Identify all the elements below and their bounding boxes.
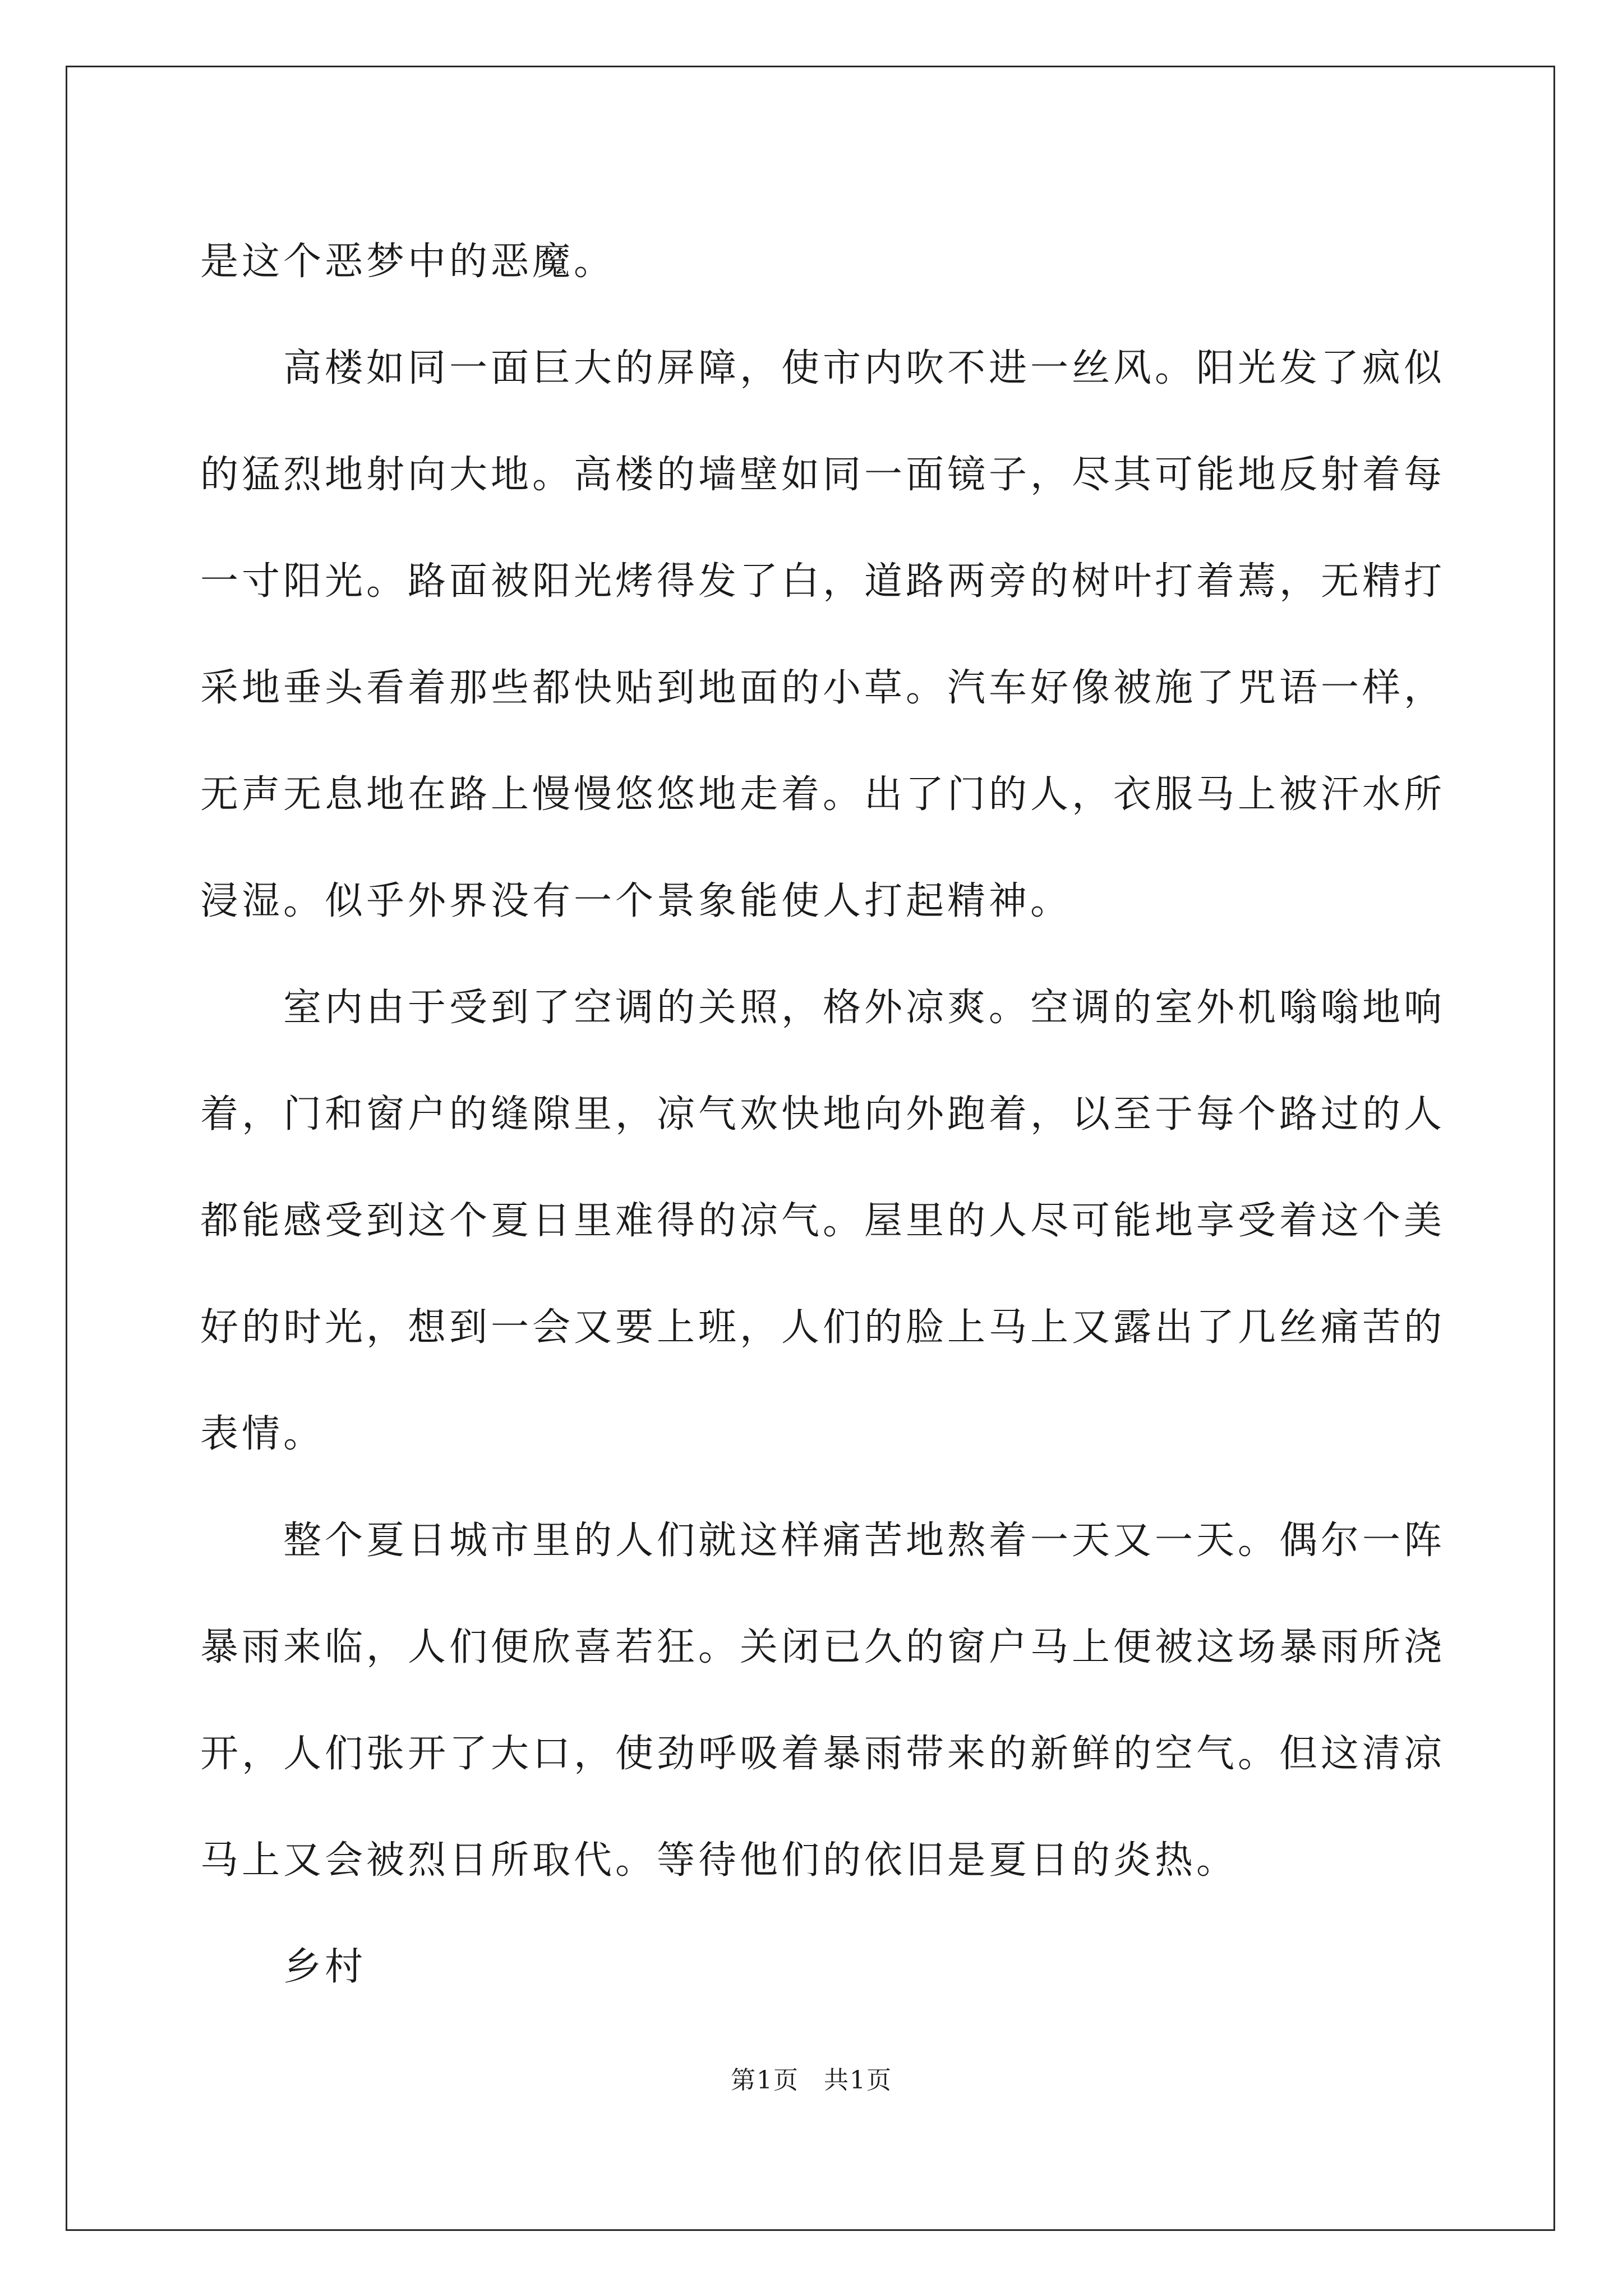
page-total: 共1页 [824,2066,892,2095]
text-line-8: 室内由于受到了空调的关照，格外凉爽。空调的室外机嗡嗡地响 [283,986,1446,1030]
text-line-17: 乡村 [283,1945,367,1989]
text-line-16: 马上又会被烈日所取代。等待他们的依旧是夏日的炎热。 [200,1838,1238,1883]
text-line-2: 高楼如同一面巨大的屏障，使市内吹不进一丝风。阳光发了疯似 [283,346,1446,390]
text-line-14: 暴雨来临，人们便欣喜若狂。关闭已久的窗户马上便被这场暴雨所浇 [200,1625,1446,1669]
text-line-9: 着，门和窗户的缝隙里，凉气欢快地向外跑着，以至于每个路过的人 [200,1092,1446,1137]
page-number: 第1页 [731,2066,799,2095]
text-line-3: 的猛烈地射向大地。高楼的墙壁如同一面镜子，尽其可能地反射着每 [200,453,1446,497]
text-line-1: 是这个恶梦中的恶魔。 [200,240,616,284]
page-footer [0,2060,1623,2096]
text-line-10: 都能感受到这个夏日里难得的凉气。屋里的人尽可能地享受着这个美 [200,1199,1446,1243]
text-line-5: 采地垂头看着那些都快贴到地面的小草。汽车好像被施了咒语一样， [200,666,1446,710]
text-line-13: 整个夏日城市里的人们就这样痛苦地熬着一天又一天。偶尔一阵 [283,1519,1446,1563]
text-line-6: 无声无息地在路上慢慢悠悠地走着。出了门的人，衣服马上被汗水所 [200,772,1446,817]
text-line-4: 一寸阳光。路面被阳光烤得发了白，道路两旁的树叶打着蔫，无精打 [200,559,1446,604]
text-line-12: 表情。 [200,1412,325,1456]
text-line-15: 开，人们张开了大口，使劲呼吸着暴雨带来的新鲜的空气。但这清凉 [200,1732,1446,1776]
text-line-11: 好的时光，想到一会又要上班，人们的脸上马上又露出了几丝痛苦的 [200,1305,1446,1350]
document-body [200,209,1446,2021]
text-line-7: 浸湿。似乎外界没有一个景象能使人打起精神。 [200,879,1072,923]
